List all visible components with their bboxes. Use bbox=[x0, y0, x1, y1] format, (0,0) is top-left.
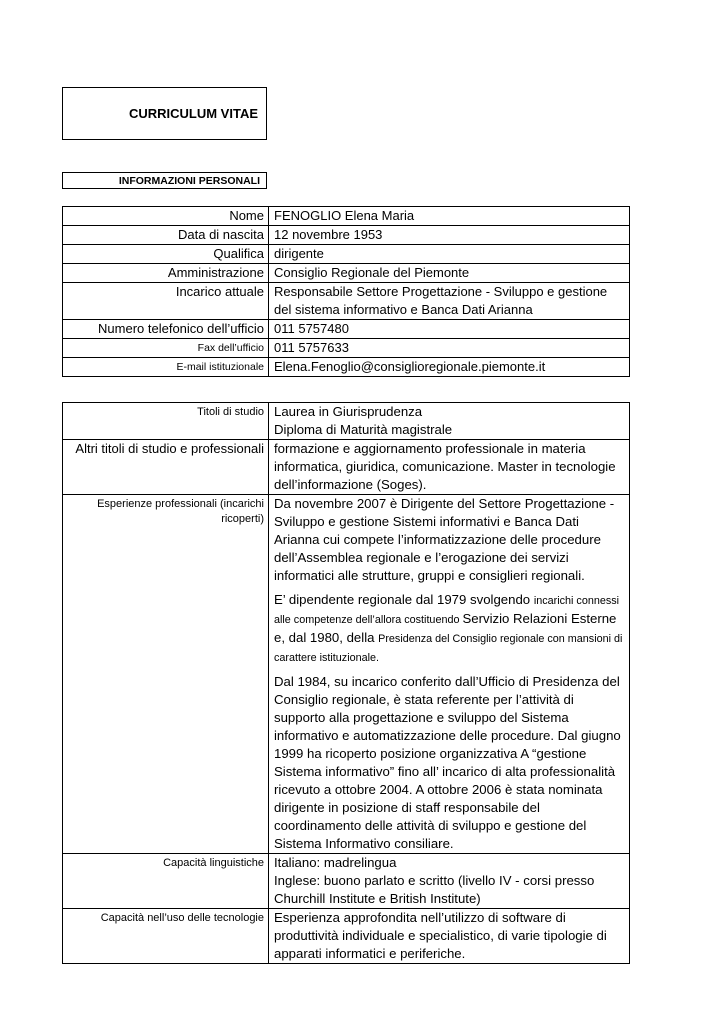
titoli-value bbox=[269, 403, 630, 440]
lingue-line: Inglese: buono parlato e scritto (livello IV - corsi presso Churchill Institute e British Institute) bbox=[274, 873, 595, 906]
table-row bbox=[63, 495, 630, 854]
esperienze-value bbox=[269, 495, 630, 854]
field-value: 12 novembre 1953 bbox=[269, 226, 630, 245]
esperienze-text-small: incarichi connessi alle competenze dell’allora costituendo bbox=[274, 595, 620, 626]
esperienze-text-small: Presidenza del Consiglio regionale con mansioni di carattere istituzionale. bbox=[274, 633, 623, 664]
esperienze-label: Esperienze professionali (incarichi ricoperti) bbox=[63, 495, 269, 854]
tecnologie-value: Esperienza approfondita nell’utilizzo di software di produttività individuale e specialistico, di varie tipologie di apparati informatici e periferiche. bbox=[269, 909, 630, 964]
field-label: Data di nascita bbox=[63, 226, 269, 245]
field-label: Fax dell’ufficio bbox=[63, 339, 269, 358]
field-label: Nome bbox=[63, 207, 269, 226]
esperienze-paragraph: Da novembre 2007 è Dirigente del Settore Progettazione - Sviluppo e gestione Sistemi informativi e Banca Dati Arianna cui compete l’informatizzazione delle procedure dell’Assemblea regionale e l’erogazione dei servizi informatici alle strutture, gruppi e consiglieri regionali. bbox=[274, 496, 615, 583]
titoli-line: Diploma di Maturità magistrale bbox=[274, 422, 453, 437]
table-row bbox=[63, 283, 630, 320]
table-row bbox=[63, 320, 630, 339]
field-label: Amministrazione bbox=[63, 264, 269, 283]
table-row bbox=[63, 909, 630, 964]
titoli-label: Titoli di studio bbox=[63, 403, 269, 440]
table-row bbox=[63, 403, 630, 440]
field-value: Consiglio Regionale del Piemonte bbox=[269, 264, 630, 283]
esperienze-text: E’ dipendente regionale dal 1979 svolgendo bbox=[274, 592, 534, 607]
field-label: Qualifica bbox=[63, 245, 269, 264]
tecnologie-label: Capacità nell’uso delle tecnologie bbox=[63, 909, 269, 964]
field-value: Responsabile Settore Progettazione - Sviluppo e gestione del sistema informativo e Banca Dati Arianna bbox=[269, 283, 630, 320]
table-row bbox=[63, 440, 630, 495]
esperienze-paragraph: Dal 1984, su incarico conferito dall’Ufficio di Presidenza del Consiglio regionale, è stata referente per l’attività di supporto alla progettazione e sviluppo del Sistema informativo e automatizzazione delle procedure. Dal giugno 1999 ha ricoperto posizione organizzativa A “gestione Sistema informativo” fino all’ incarico di alta professionalità ricevuto a ottobre 2004. A ottobre 2006 è stata nominata dirigente in posizione di staff responsabile del coordinamento delle attività di sviluppo e gestione del Sistema Informativo consiliare. bbox=[274, 674, 621, 851]
cv-title: CURRICULUM VITAE bbox=[128, 106, 258, 121]
field-value: 011 5757480 bbox=[269, 320, 630, 339]
field-label: Incarico attuale bbox=[63, 283, 269, 320]
esperienze-paragraph bbox=[274, 591, 625, 667]
email-value: Elena.Fenoglio@consiglioregionale.piemonte.it bbox=[269, 358, 630, 377]
lingue-value bbox=[269, 854, 630, 909]
field-value: dirigente bbox=[269, 245, 630, 264]
table-row bbox=[63, 207, 630, 226]
personal-info-table bbox=[62, 206, 630, 377]
table-row bbox=[63, 264, 630, 283]
section-header-box bbox=[62, 172, 267, 189]
esperienze-text: Servizio Relazioni Esterne e, dal 1980, della bbox=[274, 611, 617, 645]
table-row bbox=[63, 358, 630, 377]
titoli-line: Laurea in Giurisprudenza bbox=[274, 404, 423, 419]
field-label: E-mail istituzionale bbox=[63, 358, 269, 377]
field-value: FENOGLIO Elena Maria bbox=[269, 207, 630, 226]
altri-titoli-value: formazione e aggiornamento professionale in materia informatica, giuridica, comunicazione. Master in tecnologie dell’informazione (Soges). bbox=[269, 440, 630, 495]
lingue-line: Italiano: madrelingua bbox=[274, 855, 397, 870]
field-value: 011 5757633 bbox=[269, 339, 630, 358]
field-label: Numero telefonico dell’ufficio bbox=[63, 320, 269, 339]
table-row bbox=[63, 226, 630, 245]
cv-title-box bbox=[62, 87, 267, 140]
section-header: INFORMAZIONI PERSONALI bbox=[118, 174, 260, 187]
table-row bbox=[63, 339, 630, 358]
table-row bbox=[63, 245, 630, 264]
lingue-label: Capacità linguistiche bbox=[63, 854, 269, 909]
altri-titoli-label: Altri titoli di studio e professionali bbox=[63, 440, 269, 495]
table-row bbox=[63, 854, 630, 909]
career-table bbox=[62, 402, 630, 964]
